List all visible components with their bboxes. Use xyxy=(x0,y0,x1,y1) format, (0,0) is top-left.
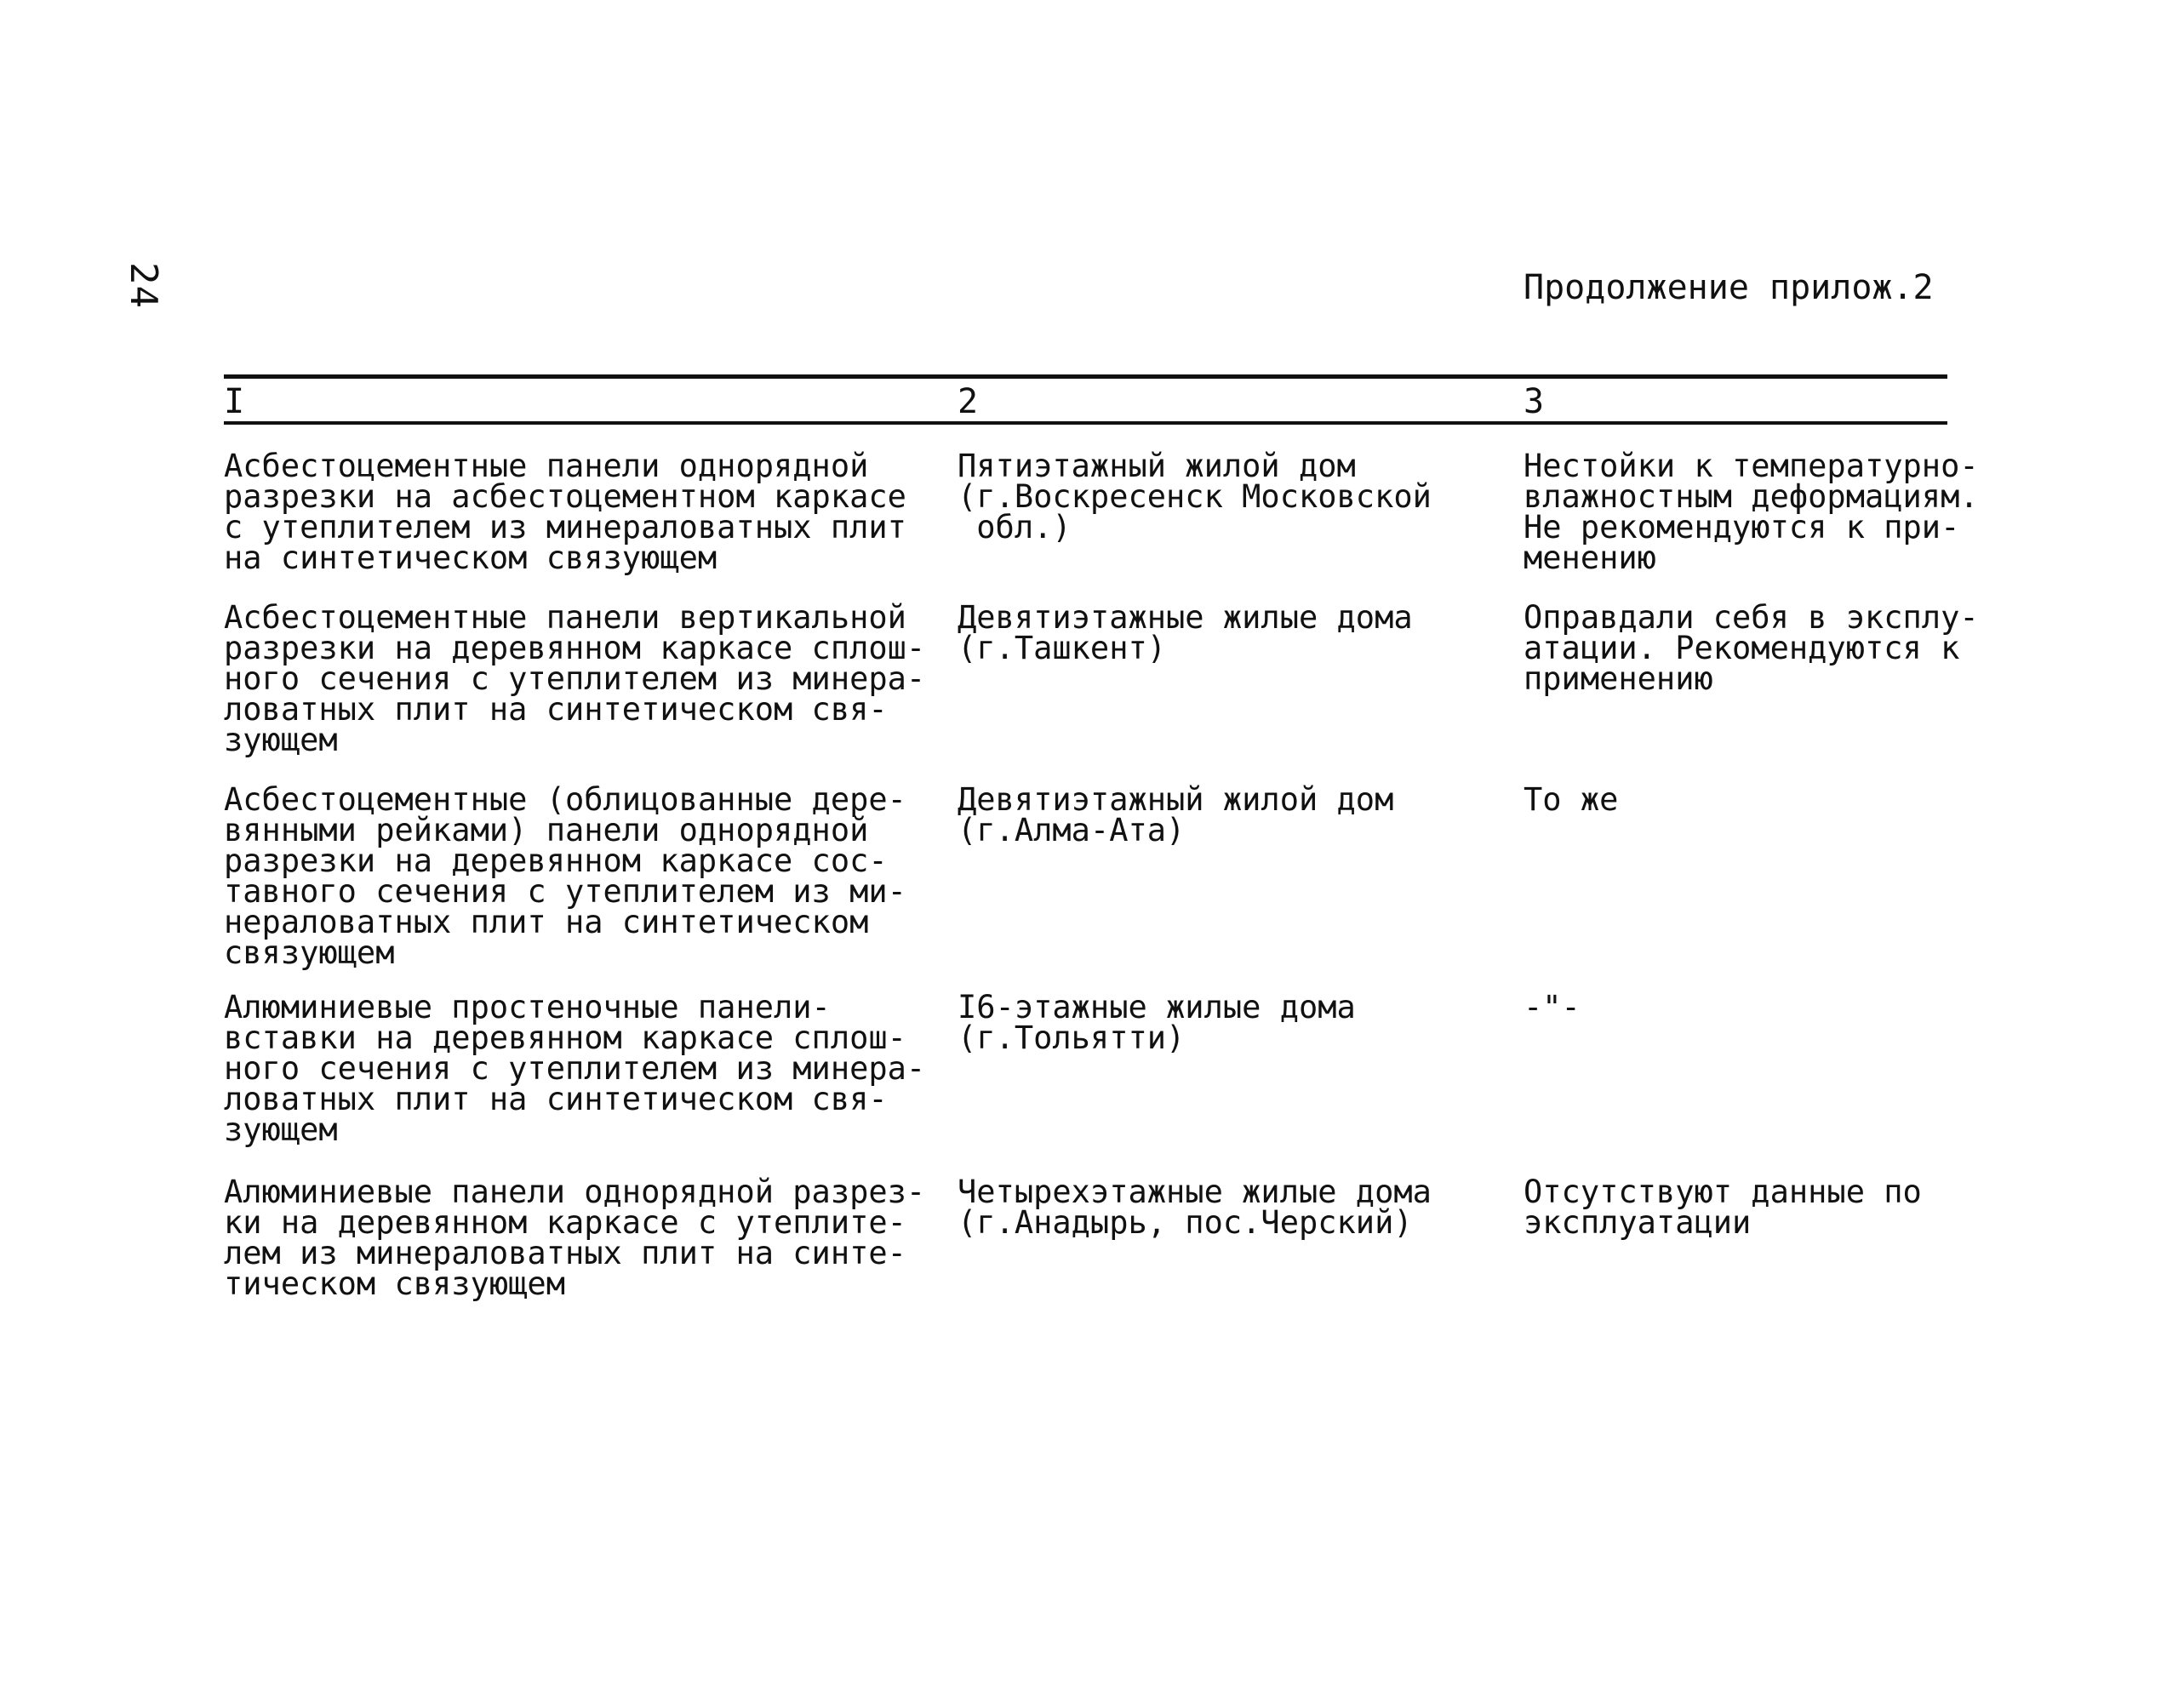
object-cell: Девятиэтажные жилые дома (г.Ташкент) xyxy=(958,599,1413,666)
assessment-cell: Отсутствуют данные по эксплуатации xyxy=(1524,1174,1922,1241)
construction-cell: Асбестоцементные панели однорядной разрезки на асбестоцементном каркасе с утеплителем из минераловатных плит на синтетическом связующем xyxy=(224,448,906,576)
assessment-cell: -"- xyxy=(1524,989,1581,1025)
construction-cell: Алюминиевые панели однорядной разрез- ки на деревянном каркасе с утеплите- лем из минераловатных плит на синте- тическом связующем xyxy=(224,1174,926,1302)
table-top-rule xyxy=(224,374,1947,379)
column-header-3: 3 xyxy=(1524,382,1545,421)
construction-cell: Асбестоцементные панели вертикальной разрезки на деревянном каркасе сплош- ного сечения с утеплителем из минера- ловатных плит на синтетическом свя- зующем xyxy=(224,599,926,758)
column-header-2: 2 xyxy=(958,382,979,421)
assessment-cell: Оправдали себя в эксплу- атации. Рекомендуются к применению xyxy=(1524,599,1979,697)
assessment-cell: То же xyxy=(1524,781,1619,818)
assessment-cell: Нестойки к температурно- влажностным деформациям. Не рекомендуются к при- менению xyxy=(1524,448,1979,576)
column-header-1: I xyxy=(224,382,245,421)
object-cell: Четырехэтажные жилые дома (г.Анадырь, пос.Черский) xyxy=(958,1174,1432,1241)
page-number: 24 xyxy=(122,262,165,309)
construction-cell: Асбестоцементные (облицованные дере- вянными рейками) панели однорядной разрезки на деревянном каркасе сос- тавного сечения с утеплителем из ми- нераловатных плит на синтетическом связующем xyxy=(224,781,906,971)
table-header-rule xyxy=(224,421,1947,425)
object-cell: Девятиэтажный жилой дом (г.Алма-Ата) xyxy=(958,781,1394,848)
object-cell: I6-этажные жилые дома (г.Тольятти) xyxy=(958,989,1356,1056)
object-cell: Пятиэтажный жилой дом (г.Воскресенск Московской обл.) xyxy=(958,448,1432,546)
continuation-label: Продолжение прилож.2 xyxy=(1524,268,1934,307)
construction-cell: Алюминиевые простеночные панели- вставки на деревянном каркасе сплош- ного сечения с утеплителем из минера- ловатных плит на синтетическом свя- зующем xyxy=(224,989,926,1148)
